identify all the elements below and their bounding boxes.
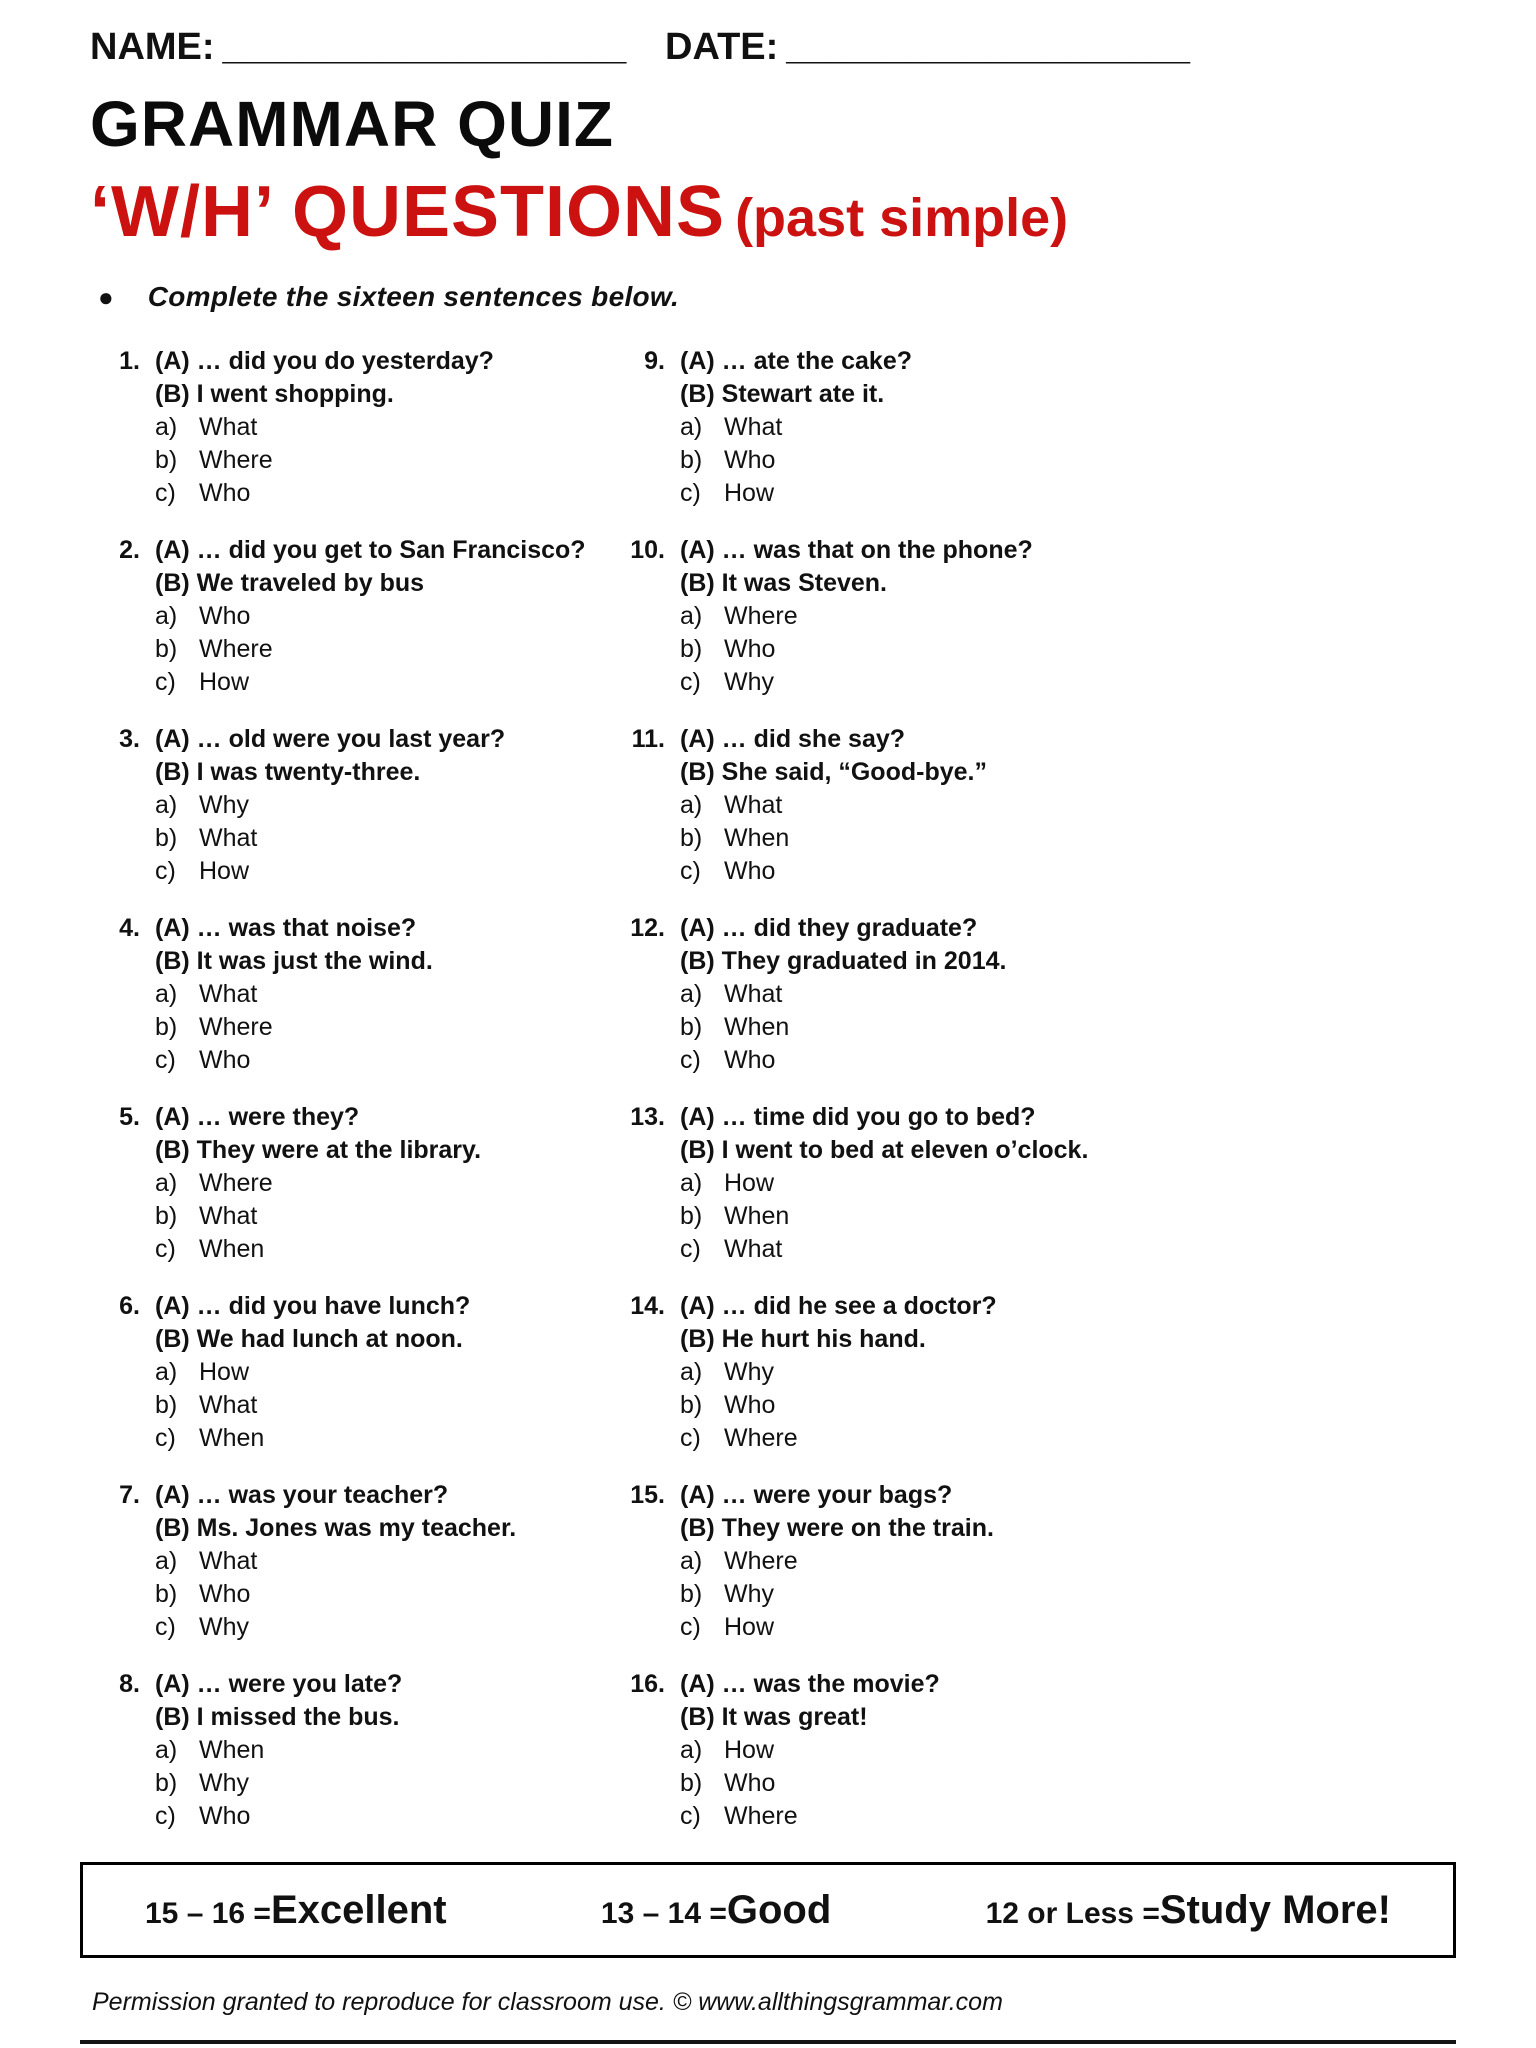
option-letter: b) [680,1391,703,1419]
option-text: Where [199,635,273,663]
answer-option [155,1044,433,1077]
date-label: DATE: [665,26,779,68]
question-item [90,723,615,888]
option-letter: a) [680,413,703,441]
option-letter: a) [155,1169,178,1197]
option-letter: a) [155,413,178,441]
question-body [155,1101,481,1266]
question-prompt: (A) … did you do yesterday? [155,347,494,375]
option-letter: b) [155,635,178,663]
question-answer: (B) We traveled by bus [155,569,425,597]
option-letter: a) [680,1169,703,1197]
option-letter: c) [155,479,176,507]
option-letter: c) [680,1235,701,1263]
question-options [155,978,433,1077]
option-letter: c) [155,1424,176,1452]
answer-option [680,1545,994,1578]
question-answer: (B) They graduated in 2014. [680,947,1007,975]
answer-option [680,1611,994,1644]
questions-column-left [90,345,615,1857]
option-text: When [724,1013,790,1041]
option-text: What [199,824,258,852]
score-label: Good [726,1887,832,1932]
answer-option [155,1356,470,1389]
option-letter: a) [680,980,703,1008]
question-prompt: (A) … were you late? [155,1670,403,1698]
answer-option [155,1734,402,1767]
score-label: Study More! [1159,1887,1391,1932]
option-text: Why [724,668,774,696]
option-text: How [199,857,250,885]
answer-option [155,855,505,888]
answer-option [680,666,1033,699]
option-text: How [199,668,250,696]
option-letter: c) [155,1802,176,1830]
option-letter: b) [680,1013,703,1041]
question-prompt: (A) … did you have lunch? [155,1292,471,1320]
question-number: 4. [119,914,140,942]
question-prompt: (A) … were your bags? [680,1481,953,1509]
question-item [615,534,1448,699]
question-prompt: (A) … old were you last year? [155,725,506,753]
option-letter: b) [155,1391,178,1419]
question-options [155,1545,516,1644]
answer-option [155,1578,516,1611]
answer-option [155,1011,433,1044]
question-item [615,1479,1448,1644]
option-letter: b) [155,1202,178,1230]
name-field [90,26,665,69]
answer-option [155,789,505,822]
questions-grid [90,345,1448,1857]
answer-option [155,978,433,1011]
option-letter: a) [680,1358,703,1386]
option-letter: a) [680,602,703,630]
question-item [615,1290,1448,1455]
option-text: Who [724,1769,776,1797]
answer-option [680,1422,997,1455]
answer-option [680,1167,1088,1200]
question-answer: (B) It was just the wind. [155,947,433,975]
option-letter: b) [680,635,703,663]
option-letter: b) [680,824,703,852]
option-text: Where [724,1424,798,1452]
question-body [680,1290,997,1455]
question-prompt: (A) … did he see a doctor? [680,1292,997,1320]
copyright-note: Permission granted to reproduce for classroom use. © www.allthingsgrammar.com [92,1988,1003,2016]
option-text: Who [724,446,776,474]
questions-column-right [615,345,1448,1857]
answer-option [680,822,987,855]
option-letter: b) [680,1580,703,1608]
option-text: Who [199,1046,251,1074]
option-text: How [724,1613,775,1641]
answer-option [680,855,987,888]
answer-option [680,444,912,477]
option-text: What [199,1547,258,1575]
answer-option [680,1044,1006,1077]
question-item [615,345,1448,510]
option-letter: c) [155,857,176,885]
question-item [90,1290,615,1455]
quiz-title: GRAMMAR QUIZ [90,88,614,160]
subtitle-main: ‘W/H’ QUESTIONS [90,172,726,252]
question-options [155,789,505,888]
answer-option [155,411,494,444]
question-answer: (B) I went to bed at eleven o’clock. [680,1136,1089,1164]
answer-option [155,1611,516,1644]
option-letter: b) [155,1580,178,1608]
answer-option [680,789,987,822]
question-answer: (B) Ms. Jones was my teacher. [155,1514,517,1542]
question-options [680,411,912,510]
question-answer: (B) I went shopping. [155,380,394,408]
answer-option [680,1578,994,1611]
option-text: Where [724,602,798,630]
option-text: Who [199,1580,251,1608]
option-text: When [199,1736,265,1764]
question-number: 16. [630,1670,665,1698]
option-text: Why [199,791,249,819]
date-blank-line: ____________________ [786,26,1189,68]
option-text: Who [724,1391,776,1419]
option-text: Who [199,602,251,630]
option-text: What [199,1391,258,1419]
option-letter: b) [155,446,178,474]
answer-option [680,1233,1088,1266]
question-answer: (B) It was Steven. [680,569,887,597]
score-item [145,1888,447,1933]
question-number: 10. [630,536,665,564]
question-options [155,1734,402,1833]
option-text: What [724,791,783,819]
question-number: 7. [119,1481,140,1509]
question-body [680,345,912,510]
answer-option [680,1200,1088,1233]
quiz-subtitle [90,171,1448,253]
question-answer: (B) She said, “Good-bye.” [680,758,987,786]
question-options [155,600,586,699]
question-number: 14. [630,1292,665,1320]
answer-option [680,1800,940,1833]
option-text: When [199,1424,265,1452]
option-text: When [724,1202,790,1230]
question-number: 12. [630,914,665,942]
answer-option [680,1389,997,1422]
question-body [155,1668,402,1833]
question-prompt: (A) … was that on the phone? [680,536,1033,564]
question-number: 3. [119,725,140,753]
instruction-text: Complete the sixteen sentences below. [147,281,680,312]
option-text: How [199,1358,250,1386]
answer-option [155,1422,470,1455]
option-letter: c) [680,1424,701,1452]
answer-option [155,1545,516,1578]
answer-option [155,600,586,633]
option-letter: c) [680,1046,701,1074]
answer-option [155,1767,402,1800]
option-letter: a) [680,791,703,819]
bottom-rule [80,2040,1456,2044]
option-letter: c) [155,1235,176,1263]
question-body [680,723,987,888]
answer-option [680,600,1033,633]
question-number: 13. [630,1103,665,1131]
question-answer: (B) They were on the train. [680,1514,994,1542]
question-body [155,534,586,699]
question-options [680,1356,997,1455]
question-item [90,912,615,1077]
option-letter: b) [680,1769,703,1797]
question-number: 5. [119,1103,140,1131]
option-text: Why [199,1613,249,1641]
answer-option [155,1200,481,1233]
answer-option [155,1389,470,1422]
question-body [680,912,1006,1077]
option-letter: a) [155,1358,178,1386]
question-body [155,912,433,1077]
question-answer: (B) I missed the bus. [155,1703,400,1731]
option-letter: b) [155,1769,178,1797]
option-text: Who [199,479,251,507]
question-item [90,1668,615,1833]
score-range: 13 – 14 = [600,1896,727,1930]
answer-option [155,633,586,666]
answer-option [155,822,505,855]
question-prompt: (A) … did you get to San Francisco? [155,536,586,564]
question-answer: (B) They were at the library. [155,1136,482,1164]
option-text: What [199,980,258,1008]
option-letter: b) [155,1013,178,1041]
option-letter: a) [680,1547,703,1575]
question-body [680,534,1033,699]
question-prompt: (A) … ate the cake? [680,347,913,375]
option-text: Where [724,1802,798,1830]
question-number: 8. [119,1670,140,1698]
option-letter: c) [155,1046,176,1074]
question-number: 15. [630,1481,665,1509]
answer-option [155,666,586,699]
option-text: Who [199,1802,251,1830]
option-letter: b) [680,446,703,474]
answer-option [155,1167,481,1200]
score-range: 15 – 16 = [145,1896,271,1930]
question-item [90,345,615,510]
option-text: Who [724,857,776,885]
option-text: How [724,1736,775,1764]
question-answer: (B) He hurt his hand. [680,1325,926,1353]
option-letter: a) [155,1736,178,1764]
question-prompt: (A) … did she say? [680,725,906,753]
question-item [615,723,1448,888]
option-text: What [199,1202,258,1230]
option-text: Why [724,1358,774,1386]
question-prompt: (A) … was that noise? [155,914,417,942]
option-text: When [199,1235,265,1263]
question-answer: (B) We had lunch at noon. [155,1325,463,1353]
header [90,26,1448,69]
question-number: 2. [119,536,140,564]
option-letter: c) [680,1802,701,1830]
score-item [986,1888,1391,1933]
question-answer: (B) I was twenty-three. [155,758,421,786]
option-letter: a) [155,791,178,819]
option-text: How [724,1169,775,1197]
bullet-icon: ● [98,282,114,312]
score-item [601,1888,831,1933]
question-body [155,1479,516,1644]
option-text: What [724,413,783,441]
scoring-box [80,1862,1456,1958]
option-text: Where [199,1169,273,1197]
option-text: Why [724,1580,774,1608]
question-options [680,978,1006,1077]
option-text: Where [199,446,273,474]
option-text: How [724,479,775,507]
option-text: When [724,824,790,852]
option-text: Why [199,1769,249,1797]
question-number: 6. [119,1292,140,1320]
question-number: 11. [631,725,665,753]
question-options [680,1545,994,1644]
question-prompt: (A) … was the movie? [680,1670,940,1698]
answer-option [680,978,1006,1011]
option-text: Who [724,635,776,663]
subtitle-suffix: (past simple) [735,188,1069,248]
question-item [90,1101,615,1266]
option-letter: a) [155,602,178,630]
question-body [155,345,494,510]
answer-option [155,444,494,477]
question-prompt: (A) … were they? [155,1103,360,1131]
option-text: Who [724,1046,776,1074]
option-letter: c) [680,479,701,507]
question-number: 1. [119,347,140,375]
question-options [680,1734,940,1833]
option-letter: c) [155,1613,176,1641]
question-prompt: (A) … was your teacher? [155,1481,449,1509]
answer-option [680,477,912,510]
option-letter: c) [680,1613,701,1641]
answer-option [680,1734,940,1767]
question-prompt: (A) … time did you go to bed? [680,1103,1036,1131]
option-letter: b) [155,824,178,852]
option-letter: a) [155,980,178,1008]
question-item [90,534,615,699]
question-answer: (B) It was great! [680,1703,868,1731]
question-body [680,1101,1088,1266]
score-label: Excellent [270,1887,447,1932]
option-text: What [724,1235,783,1263]
question-body [680,1668,940,1833]
question-options [680,1167,1088,1266]
answer-option [155,477,494,510]
question-prompt: (A) … did they graduate? [680,914,978,942]
option-letter: b) [680,1202,703,1230]
option-text: What [724,980,783,1008]
option-letter: a) [680,1736,703,1764]
instruction-row [90,281,1448,313]
option-letter: a) [155,1547,178,1575]
question-options [155,411,494,510]
option-letter: c) [680,668,701,696]
question-options [155,1356,470,1455]
option-letter: c) [680,857,701,885]
option-text: Where [724,1547,798,1575]
question-item [615,1101,1448,1266]
question-item [90,1479,615,1644]
question-item [615,912,1448,1077]
question-options [155,1167,481,1266]
option-letter: c) [155,668,176,696]
answer-option [680,1767,940,1800]
question-body [155,723,505,888]
option-text: Where [199,1013,273,1041]
answer-option [680,633,1033,666]
score-range: 12 or Less = [985,1896,1160,1930]
name-label: NAME: [90,26,215,68]
answer-option [155,1233,481,1266]
answer-option [155,1800,402,1833]
question-answer: (B) Stewart ate it. [680,380,885,408]
question-options [680,789,987,888]
name-blank-line: ____________________ [222,26,626,68]
answer-option [680,411,912,444]
question-number: 9. [644,347,665,375]
date-field [665,26,1189,69]
answer-option [680,1356,997,1389]
question-item [615,1668,1448,1833]
question-body [155,1290,470,1455]
option-text: What [199,413,258,441]
question-body [680,1479,994,1644]
answer-option [680,1011,1006,1044]
question-options [680,600,1033,699]
